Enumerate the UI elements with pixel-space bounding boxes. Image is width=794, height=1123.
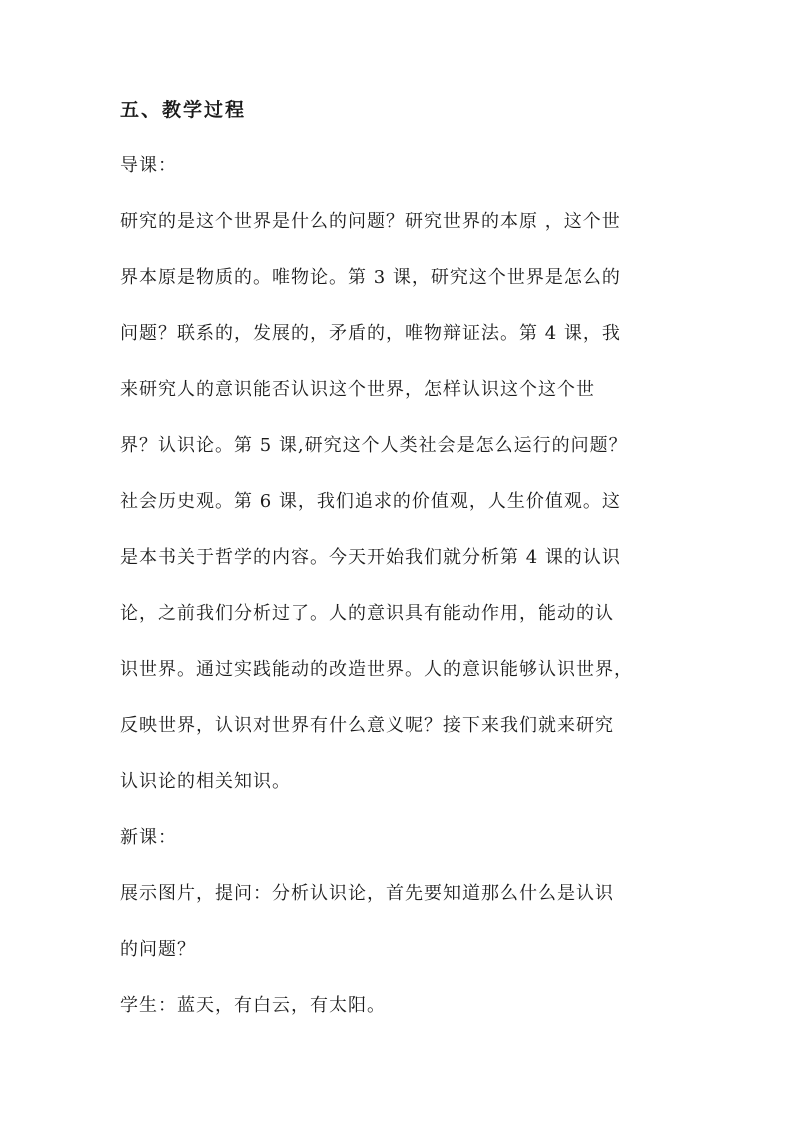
paragraph-line: 的问题？ [120,939,196,960]
paragraph-line: 界？认识论。第 5 课,研究这个人类社会是怎么运行的问题？ [120,435,628,456]
paragraph-line: 展示图片，提问：分析认识论，首先要知道那么什么是认识 [120,883,614,904]
paragraph-line: 问题？联系的，发展的，矛盾的，唯物辩证法。第 4 课，我 [120,323,621,344]
paragraph-line: 界本原是物质的。唯物论。第 3 课，研究这个世界是怎么的 [120,267,621,288]
paragraph-line: 反映世界，认识对世界有什么意义呢？接下来我们就来研究 [120,715,614,736]
intro-label: 导课： [120,155,177,176]
section-heading: 五、教学过程 [120,99,247,121]
student-answer: 学生：蓝天，有白云，有太阳。 [120,995,386,1016]
paragraph-line: 来研究人的意识能否认识这个世界，怎样认识这个这个世 [120,379,595,400]
paragraph-line: 论，之前我们分析过了。人的意识具有能动作用，能动的认 [120,603,614,624]
paragraph-line: 研究的是这个世界是什么的问题？研究世界的本原 ，这个世 [120,211,621,232]
new-lesson-label: 新课： [120,827,177,848]
paragraph-line: 是本书关于哲学的内容。今天开始我们就分析第 4 课的认识 [120,547,621,568]
paragraph-line: 社会历史观。第 6 课，我们追求的价值观，人生价值观。这 [120,491,621,512]
paragraph-line: 认识论的相关知识。 [120,771,291,792]
paragraph-line: 识世界。通过实践能动的改造世界。人的意识能够认识世界， [120,659,633,680]
